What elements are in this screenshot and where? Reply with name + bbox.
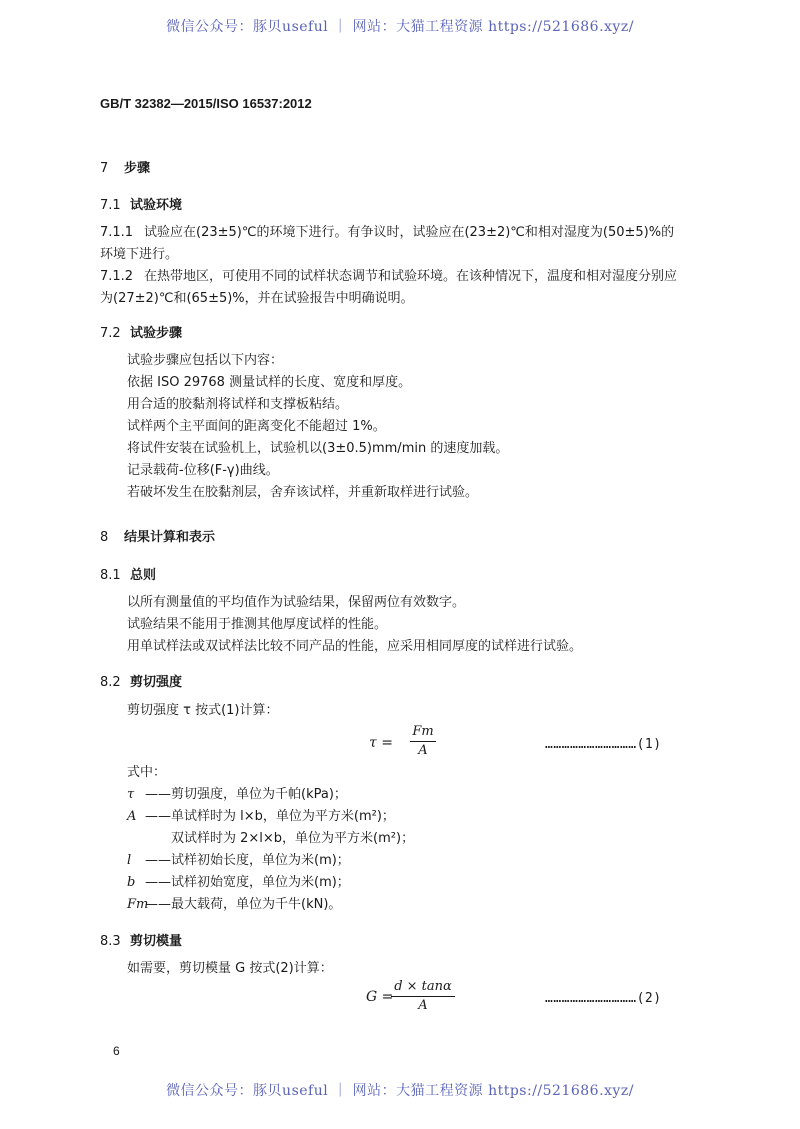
section-7-1-heading: [100, 194, 182, 213]
section-8-1-heading: [100, 564, 156, 583]
procedure-line: 试样两个主平面间的距离变化不能超过 1%。: [127, 419, 386, 434]
section-title: 试验环境: [130, 198, 183, 213]
definition-symbol: Fm: [127, 897, 149, 912]
section-number: 8: [100, 530, 109, 545]
section-8-2-heading: [100, 671, 182, 690]
clause-number: 7.1.1: [100, 225, 134, 240]
definition-row: [127, 894, 414, 916]
section-number: 7.1: [100, 198, 121, 213]
section-number: 8.1: [100, 568, 121, 583]
definition-row: [127, 784, 414, 806]
formula-1-number: ……………………………(1): [545, 737, 662, 752]
watermark-top: 微信公众号：豚贝useful ｜ 网站：大猫工程资源 https://521686.xyz/: [166, 19, 634, 35]
page-number: 6: [113, 1044, 120, 1058]
definition-row: [127, 806, 414, 828]
shear-modulus-intro: 如需要，剪切模量 G 按式(2)计算：: [127, 961, 333, 976]
formula-2-numerator: d × tanα: [394, 979, 452, 994]
formula-1-numerator: Fm: [412, 724, 434, 739]
general-line: 试验结果不能用于推测其他厚度试样的性能。: [127, 617, 388, 632]
procedure-line: 用合适的胶黏剂将试样和支撑板粘结。: [127, 397, 349, 412]
clause-text: 试验应在(23±5)℃的环境下进行。有争议时，试验应在(23±2)℃和相对湿度为(50±5)%的: [144, 225, 675, 240]
formula-2-fraction: [391, 979, 455, 1014]
clause-7-1-2: [100, 266, 677, 310]
formula-1-lhs: τ =: [369, 735, 393, 751]
where-label: 式中：: [127, 765, 167, 780]
section-8-3-heading: [100, 930, 182, 949]
definition-text: ——单试样时为 l×b，单位为平方米(m²)；: [145, 809, 395, 824]
definition-row: [127, 828, 414, 850]
definition-text: ——剪切强度，单位为千帕(kPa)；: [145, 787, 347, 802]
section-number: 7: [100, 161, 109, 176]
definition-symbol: b: [127, 875, 136, 890]
fraction-bar: [391, 996, 455, 997]
section-title: 剪切模量: [130, 934, 183, 949]
definition-symbol: l: [127, 853, 132, 868]
formula-1-denominator: A: [418, 743, 428, 758]
section-number: 8.3: [100, 934, 121, 949]
clause-text-cont: 为(27±2)℃和(65±5)%，并在试验报告中明确说明。: [100, 291, 414, 306]
section-title: 步骤: [124, 161, 151, 176]
shear-strength-intro: 剪切强度 τ 按式(1)计算：: [127, 703, 279, 718]
procedure-list: [127, 350, 508, 504]
clause-7-1-1: [100, 222, 674, 266]
clause-text: 在热带地区，可使用不同的试样状态调节和试验环境。在该种情况下，温度和相对湿度分别应: [144, 269, 678, 284]
definition-text: 双试样时为 2×l×b，单位为平方米(m²)；: [171, 831, 415, 846]
watermark-bottom: 微信公众号：豚贝useful ｜ 网站：大猫工程资源 https://521686.xyz/: [166, 1083, 634, 1099]
section-title: 剪切强度: [130, 675, 183, 690]
fraction-bar: [410, 741, 436, 742]
definition-row: [127, 872, 414, 894]
formula-1-fraction: [410, 724, 436, 759]
clause-text-cont: 环境下进行。: [100, 247, 179, 262]
definition-row: [127, 850, 414, 872]
procedure-line: 若破坏发生在胶黏剂层，舍弃该试样，并重新取样进行试验。: [127, 485, 479, 500]
section-7-2-heading: [100, 322, 182, 341]
symbol-definitions: [127, 784, 414, 916]
general-line: 用单试样法或双试样法比较不同产品的性能，应采用相同厚度的试样进行试验。: [127, 639, 583, 654]
procedure-line: 依据 ISO 29768 测量试样的长度、宽度和厚度。: [127, 375, 412, 390]
section-number: 8.2: [100, 675, 121, 690]
definition-symbol: τ: [127, 787, 135, 802]
section-8-heading: [100, 526, 215, 545]
procedure-line: 将试件安装在试验机上，试验机以(3±0.5)mm/min 的速度加载。: [127, 441, 509, 456]
formula-2-number: ……………………………(2): [545, 991, 662, 1006]
procedure-line: 试验步骤应包括以下内容：: [127, 353, 284, 368]
section-7-heading: [100, 157, 150, 176]
definition-symbol: A: [127, 809, 137, 824]
general-line: 以所有测量值的平均值作为试验结果，保留两位有效数字。: [127, 595, 466, 610]
procedure-line: 记录载荷-位移(F-γ)曲线。: [127, 463, 279, 478]
section-title: 试验步骤: [130, 326, 183, 341]
section-number: 7.2: [100, 326, 121, 341]
formula-2-denominator: A: [418, 998, 428, 1013]
general-list: [127, 592, 582, 658]
clause-number: 7.1.2: [100, 269, 134, 284]
definition-text: ——试样初始宽度，单位为米(m)；: [145, 875, 350, 890]
standard-code: GB/T 32382—2015/ISO 16537:2012: [100, 96, 312, 111]
formula-2-lhs: G =: [366, 989, 394, 1005]
section-title: 结果计算和表示: [124, 530, 216, 545]
definition-text: ——试样初始长度，单位为米(m)；: [145, 853, 350, 868]
definition-text: ——最大载荷，单位为千牛(kN)。: [145, 897, 342, 912]
section-title: 总则: [130, 568, 157, 583]
